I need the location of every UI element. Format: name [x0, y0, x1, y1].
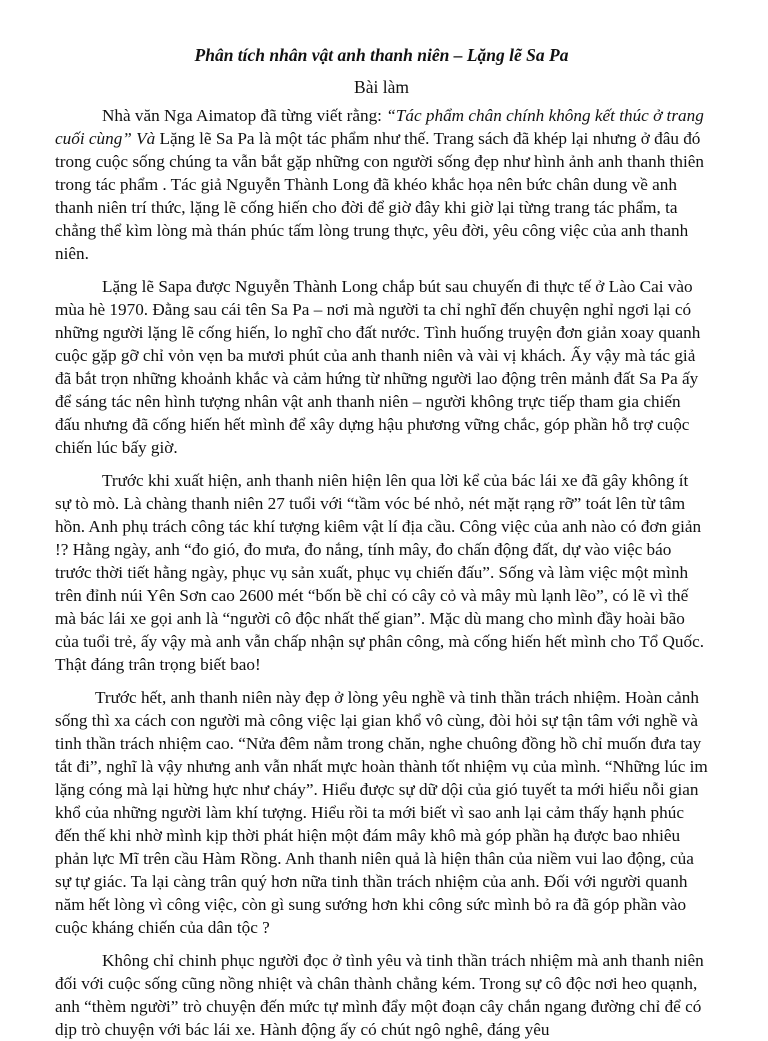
paragraph-2 — [55, 275, 708, 459]
paragraph-5 — [55, 949, 708, 1041]
paragraph-1-lead: Nhà văn Nga Aimatop đã từng viết rằng: — [102, 106, 387, 125]
paragraph-5-text: Không chỉ chinh phục người đọc ở tình yêu và tinh thần trách nhiệm mà anh thanh niên đối với cuộc sống cũng nồng nhiệt và chân thành chẳng kém. Trong sự cô độc nơi heo quạnh, anh “thèm người” trò chuyện đến mức tự mình đẩy một đoạn cây chắn ngang đường chỉ để có dịp trò chuyện với bác lái xe. Hành động ấy có chút ngô nghê, đáng yêu — [55, 951, 704, 1039]
document-subtitle: Bài làm — [354, 77, 409, 97]
paragraph-1-rest: Lặng lẽ Sa Pa là một tác phẩm như thế. Trang sách đã khép lại nhưng ở đâu đó trong cuộc sống chúng ta vẫn bắt gặp những con người sống đẹp như hình ảnh anh thanh thiên trong tác phẩm . Tác giả Nguyễn Thành Long đã khéo khắc họa nên bức chân dung về anh thanh niên trí thức, lặng lẽ cống hiến cho đời để giờ đây khi giờ lại từng trang tác phẩm, ta chẳng thể kìm lòng mà thán phúc tấm lòng trung thực, yêu đời, yêu công việc của anh thanh niên. — [55, 129, 704, 263]
paragraph-4 — [55, 686, 708, 939]
document-title: Phân tích nhân vật anh thanh niên – Lặng lẽ Sa Pa — [194, 45, 569, 65]
paragraph-1-quote: “Tác phẩm chân chính không kết thúc ở trang cuối cùng” Và — [55, 106, 704, 148]
paragraph-3-text: Trước khi xuất hiện, anh thanh niên hiện lên qua lời kể của bác lái xe đã gây không ít sự tò mò. Là chàng thanh niên 27 tuổi với “tầm vóc bé nhỏ, nét mặt rạng rỡ” toát lên từ tâm hồn. Anh phụ trách công tác khí tượng kiêm vật lí địa cầu. Công việc của anh nào có đơn giản !? Hằng ngày, anh “đo gió, đo mưa, đo nắng, tính mây, đo chấn động đất, dự vào việc báo trước thời tiết hằng ngày, phục vụ sản xuất, phục vụ chiến đấu”. Sống và làm việc một mình trên đỉnh núi Yên Sơn cao 2600 mét “bốn bề chỉ có cây cỏ và mây mù lạnh lẽo”, có lẽ vì thế mà bác lái xe gọi anh là “người cô độc nhất thế gian”. Mặc dù mang cho mình đầy hoài bão của tuổi trẻ, ấy vậy mà anh vẫn chấp nhận sự phân công, mà cống hiến hết mình cho Tổ Quốc. Thật đáng trân trọng biết bao! — [55, 471, 705, 674]
paragraph-3 — [55, 469, 708, 676]
paragraph-1 — [55, 104, 708, 265]
paragraph-4-text: Trước hết, anh thanh niên này đẹp ở lòng yêu nghề và tinh thần trách nhiệm. Hoàn cảnh sống thì xa cách con người mà công việc lại gian khổ vô cùng, đòi hỏi sự tận tâm với nghề và tinh thần trách nhiệm cao. “Nửa đêm nằm trong chăn, nghe chuông đồng hồ chỉ muốn đưa tay tắt đi”, nghĩ là vậy nhưng anh vẫn nhất mực hoàn thành tốt nhiệm vụ của mình. “Những lúc im lặng cóng mà lại hừng hực như cháy”. Hiểu được sự dữ dội của gió tuyết ta mới hiểu nỗi gian khổ của những người làm khí tượng. Hiểu rồi ta mới biết vì sao anh lại cảm thấy hạnh phúc đến thế khi nhờ mình kịp thời phát hiện một đám mây khô mà góp phần hạ được bao nhiêu phản lực Mĩ trên cầu Hàm Rồng. Anh thanh niên quả là hiện thân của niềm vui lao động, của sự tự giác. Ta lại càng trân quý hơn nữa tinh thần trách nhiệm của anh. Đối với người quanh năm hết lòng vì công việc, còn gì sung sướng hơn khi công sức mình bỏ ra đã góp phần vào cuộc kháng chiến của dân tộc ? — [55, 688, 708, 937]
paragraph-2-text: Lặng lẽ Sapa được Nguyễn Thành Long chắp bút sau chuyến đi thực tế ở Lào Cai vào mùa hè 1970. Đằng sau cái tên Sa Pa – nơi mà người ta chỉ nghĩ đến chuyện nghỉ ngơi lại có những người lặng lẽ cống hiến, lo nghĩ cho đất nước. Tình huống truyện đơn giản xoay quanh cuộc gặp gỡ chỉ vỏn vẹn ba mươi phút của anh thanh niên và vài vị khách. Ấy vậy mà tác giả đã bắt trọn những khoảnh khắc và cảm hứng từ những người lao động trên mảnh đất Sa Pa ấy để sáng tác nên hình tượng nhân vật anh thanh niên – người không trực tiếp tham gia chiến đấu nhưng đã cống hiến hết mình để xây dựng hậu phương vững chắc, góp phần hỗ trợ cuộc chiến lúc bấy giờ. — [55, 277, 701, 457]
